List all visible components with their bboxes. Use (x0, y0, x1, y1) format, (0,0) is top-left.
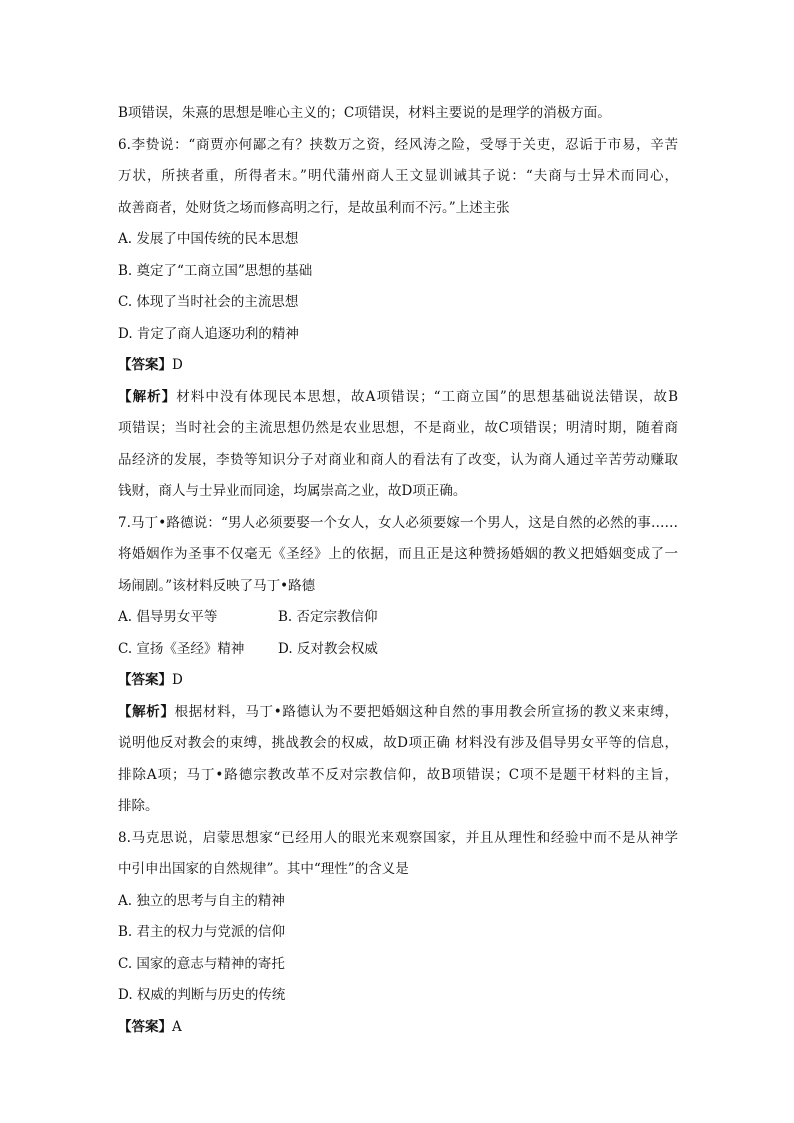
q7-analysis-text-1: 根据材料，马丁•路德认为不要把婚姻这种自然的事用教会所宣扬的教义来束缚， (174, 703, 678, 720)
q6-option-b: B. 奠定了“工商立国”思想的基础 (118, 262, 313, 279)
q6-analysis-text-1: 材料中没有体现民本思想，故A项错误；“工商立国”的思想基础说法错误，故B (176, 388, 678, 405)
q8-option-c: C. 国家的意志与精神的寄托 (118, 955, 285, 972)
q7-stem-line-3: 场闹剧。”该材料反映了马丁•路德 (118, 577, 316, 594)
q8-stem-line-1: 8.马克思说，启蒙思想家“已经用人的眼光来观察国家，并且从理性和经验中而不是从神学 (118, 829, 678, 846)
q7-option-d: D. 反对教会权威 (278, 640, 378, 657)
q7-answer-label: 【答案】 (118, 672, 172, 688)
q7-option-a: A. 倡导男女平等 (118, 609, 218, 625)
q8-option-d: D. 权威的判断与历史的传统 (118, 987, 286, 1003)
q8-option-a: A. 独立的思考与自主的精神 (118, 892, 285, 909)
q7-stem-line-2: 将婚姻作为圣事不仅毫无《圣经》上的依据，而且正是这种赞扬婚姻的教义把婚姻变成了一 (118, 546, 678, 562)
q6-stem-line-3: 故善商者，处财货之场而修高明之行，是故虽利而不污。”上述主张 (118, 199, 510, 216)
q6-option-c: C. 体现了当时社会的主流思想 (118, 294, 299, 310)
document-page (118, 98, 678, 1043)
q6-analysis-line-3: 品经济的发展，李贽等知识分子对商业和商人的看法有了改变，认为商人通过辛苦劳动赚取 (118, 451, 678, 468)
q6-analysis-line-2: 项错误；当时社会的主流思想仍然是农业思想，不是商业，故C项错误；明清时期，随着商 (118, 420, 678, 436)
q7-analysis-line-2: 说明他反对教会的束缚，挑战教会的权威，故D项正确 材料没有涉及倡导男女平等的信息， (118, 735, 678, 751)
q6-stem-line-2: 万状，所挟者重，所得者末。”明代蒲州商人王文显训诫其子说：“夫商与士异术而同心， (118, 168, 678, 184)
q6-answer-value: D (172, 357, 183, 373)
q6-option-a: A. 发展了中国传统的民本思想 (118, 231, 299, 247)
q8-option-b: B. 君主的权力与党派的信仰 (118, 924, 286, 940)
q6-analysis-line-4: 钱财，商人与士异业而同途，均属崇高之业，故D项正确。 (118, 483, 467, 499)
q8-stem-line-2: 中引申出国家的自然规律”。其中“理性”的含义是 (118, 861, 409, 877)
q7-analysis-line-3: 排除A项；马丁•路德宗教改革不反对宗教信仰，故B项错误；C项不是题干材料的主旨， (118, 766, 678, 783)
q7-option-c: C. 宣扬《圣经》精神 (118, 640, 245, 657)
q7-answer (118, 665, 678, 697)
q8-answer (118, 1012, 678, 1044)
q7-analysis-line-1 (118, 697, 678, 729)
q6-stem-line-1: 6.李贽说：“商贾亦何鄙之有？挟数万之资，经风涛之险，受辱于关吏，忍诟于市易，辛苦 (118, 136, 678, 153)
q6-option-d: D. 肯定了商人追逐功利的精神 (118, 325, 299, 342)
q8-answer-label: 【答案】 (118, 1018, 172, 1035)
q6-answer (118, 350, 678, 382)
q7-analysis-label: 【解析】 (118, 703, 175, 720)
q6-analysis-label: 【解析】 (118, 388, 177, 405)
q7-stem-line-1: 7.马丁•路德说：“男人必须要娶一个女人，女人必须要嫁一个男人，这是自然的必然的事…… (118, 514, 678, 531)
q8-answer-value: A (172, 1018, 182, 1035)
q7-analysis-line-4: 排除。 (118, 798, 159, 814)
q5-analysis-tail: B项错误，朱熹的思想是唯心主义的；C项错误，材料主要说的是理学的消极方面。 (118, 105, 611, 121)
q6-answer-label: 【答案】 (118, 357, 172, 373)
q7-options-row-1 (118, 602, 678, 634)
q6-analysis-line-1 (118, 382, 678, 414)
q7-option-b: B. 否定宗教信仰 (278, 609, 378, 625)
q7-answer-value: D (172, 672, 183, 688)
q7-options-row-2 (118, 634, 678, 666)
